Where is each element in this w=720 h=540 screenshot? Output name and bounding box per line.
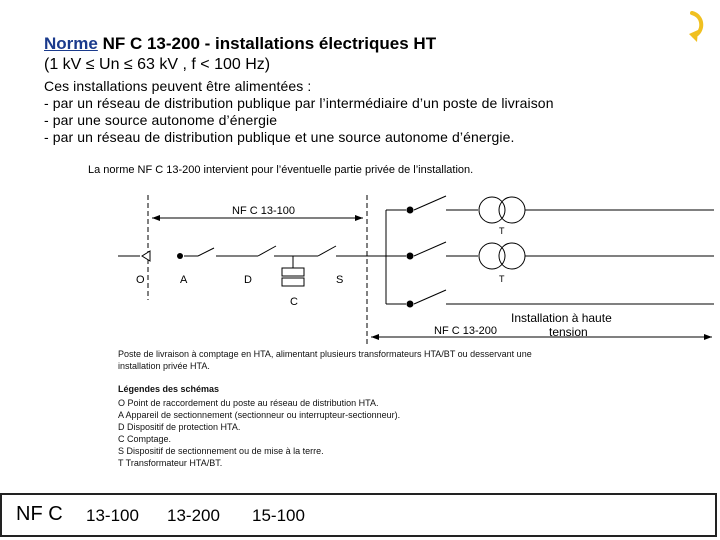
footer-link-13-100[interactable]: 13-100 [86,506,139,525]
transformer-2-secondary [499,243,525,269]
branch-2-switch [414,242,446,256]
diagram-caption-1: Poste de livraison à comptage en HTA, alimentant plusieurs transformateurs HTA/BT ou desservant une [118,349,532,359]
legend-item-a: A Appareil de sectionnement (sectionneur ou interrupteur-sectionneur). [118,410,401,420]
label-o: O [136,274,145,286]
body-line-1: Ces installations peuvent être alimentées : [44,78,312,94]
switch-s-blade [318,246,336,256]
transformer-1-secondary [499,197,525,223]
dim2-arrowhead-right [704,334,712,340]
transformer-2-primary [479,243,505,269]
installation-label-1: Installation à haute [511,311,612,325]
transformer-1-primary [479,197,505,223]
body-line-2: - par un réseau de distribution publique par l’intermédiaire d’un poste de livraison [44,95,554,111]
footer-nfc-label: NF C [16,503,63,525]
legend-item-s: S Dispositif de sectionnement ou de mise à la terre. [118,446,324,456]
label-s: S [336,274,344,286]
branch-3-switch [414,290,446,304]
label-a: A [180,274,188,286]
dim-arrowhead-right [355,215,363,221]
legend-item-t: T Transformateur HTA/BT. [118,458,223,468]
footer-link-15-100[interactable]: 15-100 [252,506,305,525]
branch-2-pivot [407,253,414,260]
branch-3-pivot [407,301,414,308]
page-subtitle: (1 kV ≤ Un ≤ 63 kV , f < 100 Hz) [44,56,271,73]
legend-item-c: C Comptage. [118,434,172,444]
diagram-caption-2: installation privée HTA. [118,361,210,371]
legend-item-o: O Point de raccordement du poste au réseau de distribution HTA. [118,398,379,408]
dim-label-13-200: NF C 13-200 [434,325,497,337]
branch-1-pivot [407,207,414,214]
legend-title: Légendes des schémas [118,384,220,394]
title-norme-link[interactable]: Norme [44,34,98,53]
branch-1-switch [414,196,446,210]
connection-point-o [142,251,150,261]
counter-c-bottom [282,278,304,286]
switch-a-pivot [177,253,183,259]
label-d: D [244,274,252,286]
dim-arrowhead-left [152,215,160,221]
switch-a-blade [198,248,214,256]
footer-link-13-200[interactable]: 13-200 [167,506,220,525]
dim-label-13-100: NF C 13-100 [232,205,295,217]
body-line-3: - par une source autonome d’énergie [44,112,278,128]
legend-item-d: D Dispositif de protection HTA. [118,422,241,432]
label-t1: T [499,226,505,236]
title-text: NF C 13-200 - installations électriques HT [102,34,437,53]
switch-d-blade [258,246,276,256]
counter-c-top [282,268,304,276]
body-line-4: - par un réseau de distribution publique et une source autonome d’énergie. [44,129,515,145]
dim2-arrowhead-left [371,334,379,340]
label-c: C [290,296,298,308]
label-t2: T [499,274,505,284]
diagram-intro: La norme NF C 13-200 intervient pour l’éventuelle partie privée de l’installation. [88,164,474,176]
installation-label-2: tension [549,325,588,339]
